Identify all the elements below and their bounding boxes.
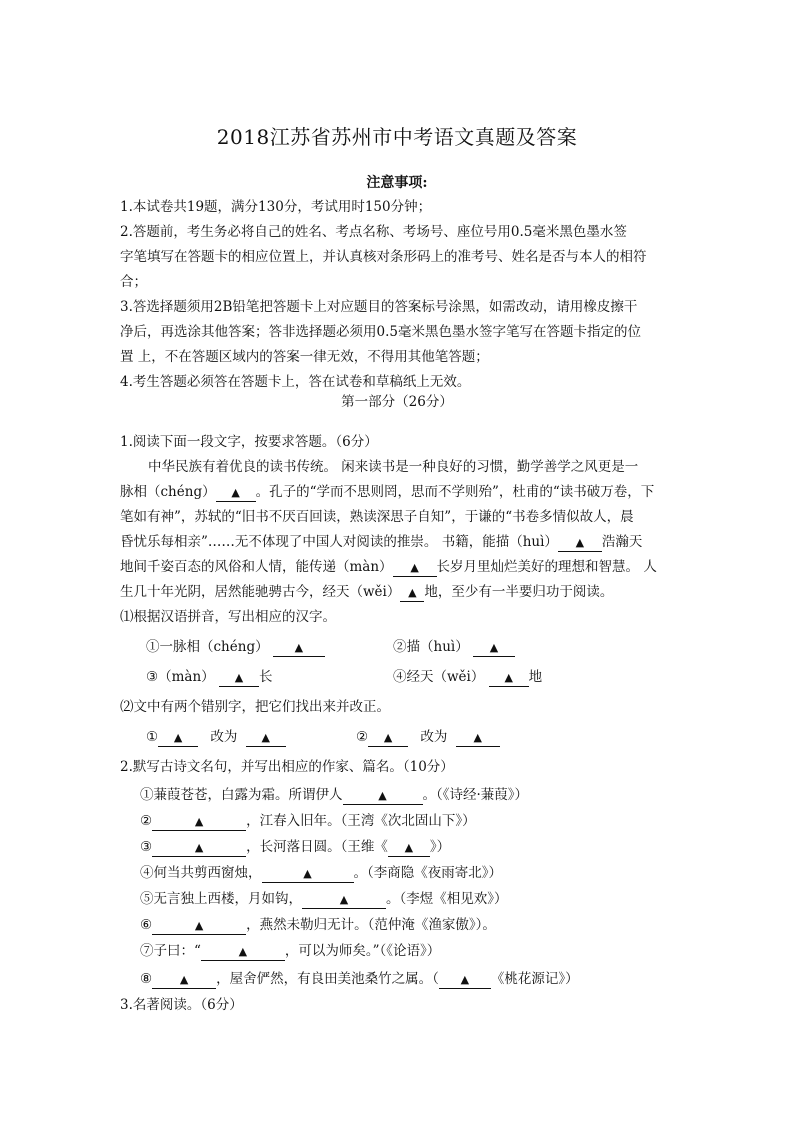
answer-blank[interactable]	[219, 669, 259, 687]
q1-sub2: ⑵文中有两个错别字，把它们找出来并改正。	[120, 699, 390, 715]
q1-sub1-item: ①一脉相（chéng） ▲	[146, 637, 325, 657]
q2-item: ③ ▲ ，长河落日圆。（王维《 ▲ 》）	[140, 839, 451, 855]
answer-blank[interactable]	[368, 729, 408, 747]
notice-heading: 注意事项:	[366, 175, 428, 191]
answer-blank[interactable]	[152, 917, 246, 935]
page-title: 2018江苏省苏州市中考语文真题及答案	[216, 125, 578, 149]
answer-blank[interactable]	[201, 943, 285, 961]
q1-passage-line: 昏忧乐每相亲”……无不体现了中国人对阅读的推崇。 书籍，能描（huì） ▲ 浩瀚天	[120, 534, 643, 550]
answer-blank[interactable]	[456, 729, 500, 747]
triangle-marker: ▲	[194, 919, 204, 932]
triangle-marker: ▲	[378, 789, 387, 802]
answer-blank[interactable]	[152, 839, 246, 857]
notice-line: 2.答题前，考生务必将自己的姓名、考点名称、考场号、座位号用0.5毫米黑色墨水签	[120, 224, 627, 240]
answer-blank[interactable]	[152, 813, 246, 831]
triangle-marker: ▲	[383, 731, 393, 744]
notice-line: 3.答选择题须用2B铅笔把答题卡上对应题目的答案标号涂黑，如需改动，请用橡皮擦干	[120, 299, 638, 315]
q1-passage-line: 笔如有神”，苏轼的“旧书不厌百回读，熟读深思子自知”，于谦的“书卷多情似故人，晨	[120, 509, 634, 525]
notice-line: 4.考生答题必须答在答题卡上，答在试卷和草稿纸上无效。	[120, 374, 471, 390]
q2-item: ② ▲ ，江春入旧年。（王湾《次北固山下》）	[140, 813, 476, 829]
triangle-marker: ▲	[460, 973, 470, 986]
q2-item: ①蒹葭苍苍，白露为霜。所谓伊人 ▲ 。（《诗经·蒹葭》）	[140, 787, 529, 803]
triangle-marker: ▲	[408, 586, 417, 599]
triangle-marker: ▲	[410, 561, 419, 574]
triangle-marker: ▲	[194, 815, 204, 828]
triangle-marker: ▲	[504, 671, 513, 684]
q3-stem: 3.名著阅读。（6分）	[120, 997, 243, 1013]
triangle-marker: ▲	[261, 731, 270, 744]
answer-blank[interactable]	[158, 729, 198, 747]
answer-blank[interactable]	[388, 839, 430, 857]
answer-blank[interactable]	[439, 971, 491, 989]
q1-sub2-item: ① ▲ 改为 ▲	[146, 727, 286, 747]
triangle-marker: ▲	[294, 641, 304, 654]
answer-blank[interactable]	[558, 534, 602, 552]
q1-sub1-item: ②描（huì） ▲	[393, 637, 515, 657]
triangle-marker: ▲	[575, 536, 585, 549]
triangle-marker: ▲	[231, 486, 240, 499]
q2-item: ④何当共剪西窗烛， ▲ 。（李商隐《夜雨寄北》）	[140, 865, 502, 881]
notice-line: 合；	[120, 274, 147, 290]
answer-blank[interactable]	[400, 584, 424, 602]
q1-passage-line: 生几十年光阴，居然能驰骋古今，经天（wěi） ▲ 地，至少有一半要归功于阅读。	[120, 584, 614, 600]
q2-item: ⑧ ▲ ，屋舍俨然，有良田美池桑竹之属。（ ▲ 《桃花源记》）	[140, 971, 579, 987]
q1-stem: 1.阅读下面一段文字，按要求答题。（6分）	[120, 434, 378, 450]
answer-blank[interactable]	[246, 729, 286, 747]
triangle-marker: ▲	[238, 945, 248, 958]
answer-blank[interactable]	[302, 891, 386, 909]
answer-blank[interactable]	[262, 865, 354, 883]
q2-item: ⑦子曰：“ ▲ ，可以为师矣。”（《论语》）	[140, 943, 441, 959]
q1-passage-line: 中华民族有着优良的读书传统。 闲来读书是一种良好的习惯，勤学善学之风更是一	[148, 459, 639, 475]
triangle-marker: ▲	[473, 731, 482, 744]
triangle-marker: ▲	[173, 731, 183, 744]
triangle-marker: ▲	[303, 867, 312, 880]
q1-sub1-item: ③（màn） ▲ 长	[146, 669, 273, 685]
triangle-marker: ▲	[339, 893, 349, 906]
notice-line: 字笔填写在答题卡的相应位置上，并认真核对条形码上的准考号、姓名是否与本人的相符	[120, 249, 647, 265]
answer-blank[interactable]	[489, 669, 529, 687]
q1-sub1-item: ④经天（wěi） ▲ 地	[393, 669, 543, 685]
notice-line: 净后，再选涂其他答案；答非选择题必须用0.5毫米黑色墨水签字笔写在答题卡指定的位	[120, 324, 641, 340]
q1-passage-line: 地间千姿百态的风俗和人情，能传递（màn） ▲ 长岁月里灿烂美好的理想和智慧。 人	[120, 559, 657, 575]
q1-sub1: ⑴根据汉语拼音，写出相应的汉字。	[120, 609, 336, 625]
answer-blank[interactable]	[343, 787, 423, 805]
notice-line: 1.本试卷共19题，满分130分，考试用时150分钟；	[120, 199, 432, 215]
triangle-marker: ▲	[489, 641, 499, 654]
answer-blank[interactable]	[152, 971, 216, 989]
answer-blank[interactable]	[393, 559, 437, 577]
answer-blank[interactable]	[473, 639, 515, 657]
triangle-marker: ▲	[194, 841, 204, 854]
q1-passage-line: 脉相（chéng） ▲ 。孔子的“学而不思则罔，思而不学则殆”，杜甫的“读书破万卷，下	[120, 484, 655, 500]
q2-item: ⑥ ▲ ，燕然未勒归无计。（范仲淹《渔家傲》）。	[140, 917, 496, 933]
triangle-marker: ▲	[234, 671, 244, 684]
answer-blank[interactable]	[273, 639, 325, 657]
q1-sub2-item: ② ▲ 改为 ▲	[356, 727, 500, 747]
q2-stem: 2.默写古诗文名句，并写出相应的作家、篇名。（10分）	[120, 759, 454, 775]
triangle-marker: ▲	[179, 973, 189, 986]
triangle-marker: ▲	[404, 841, 414, 854]
part1-heading: 第一部分（26分）	[341, 394, 453, 410]
answer-blank[interactable]	[216, 484, 256, 502]
notice-line: 置 上，不在答题区域内的答案一律无效，不得用其他笔答题；	[120, 349, 489, 365]
q2-item: ⑤无言独上西楼，月如钩， ▲ 。（李煜《相见欢》）	[140, 891, 508, 907]
